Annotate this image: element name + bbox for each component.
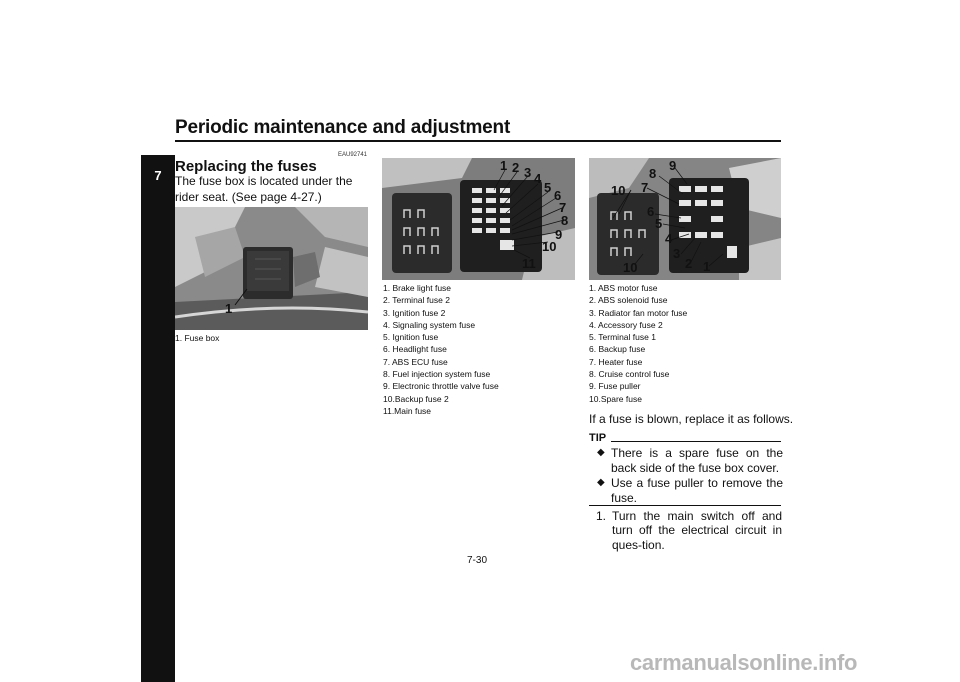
caption-line: 2. Terminal fuse 2 <box>383 295 450 306</box>
chapter-number: 7 <box>154 168 162 183</box>
fig2-callout: 6 <box>554 188 562 203</box>
fuse-box-photo-1 <box>382 158 575 280</box>
caption-line: 8. Fuel injection system fuse <box>383 369 491 380</box>
fig3-callout: 10 <box>623 260 638 275</box>
tip-list <box>597 446 783 506</box>
caption-line: 5. Terminal fuse 1 <box>589 332 656 343</box>
step-text: Turn the main switch off and turn off the electrical circuit in ques-tion. <box>612 509 782 552</box>
fig3-callout: 1 <box>703 259 711 274</box>
section-code: EAU92741 <box>338 152 368 158</box>
fig3-callout: 5 <box>655 216 663 231</box>
watermark: carmanualsonline.info <box>630 650 858 675</box>
fig1-callout: 1 <box>225 301 233 316</box>
fig3-callout: 4 <box>665 231 673 246</box>
blown-fuse-text: If a fuse is blown, replace it as follows. <box>589 412 794 426</box>
tip-item <box>597 476 783 505</box>
caption-line: 3. Radiator fan motor fuse <box>589 307 688 318</box>
caption-line: 8. Cruise control fuse <box>589 369 670 380</box>
intro-text: The fuse box is located under the rider seat. (See page 4-27.) <box>175 174 353 204</box>
caption-line: 3. Ignition fuse 2 <box>383 307 446 318</box>
tip-end-rule <box>589 505 781 506</box>
caption-line: 6. Backup fuse <box>589 344 646 355</box>
fig3-caption <box>589 282 687 405</box>
bullet-icon: ◆ <box>597 447 605 458</box>
page-number: 7-30 <box>467 555 488 566</box>
fig3-callout: 7 <box>641 180 649 195</box>
caption-line: 1. Brake light fuse <box>383 283 452 293</box>
fig3-callout: 2 <box>685 256 693 271</box>
caption-line: 4. Accessory fuse 2 <box>589 319 663 330</box>
fig2-callout: 2 <box>512 160 520 175</box>
caption-line: 9. Electronic throttle valve fuse <box>383 381 499 392</box>
caption-line: 6. Headlight fuse <box>383 344 447 355</box>
tip-text: Use a fuse puller to remove the fuse. <box>611 476 783 505</box>
fig2-callout: 4 <box>534 171 542 186</box>
fig3-callout: 8 <box>649 166 657 181</box>
chapter-tab <box>141 155 175 682</box>
fig2-callout: 1 <box>500 158 508 173</box>
tip-rule <box>611 441 781 442</box>
fig2-callout: 5 <box>544 180 552 195</box>
caption-line: 2. ABS solenoid fuse <box>589 295 668 306</box>
caption-line: 7. ABS ECU fuse <box>383 356 448 367</box>
caption-line: 9. Fuse puller <box>589 381 641 392</box>
page-header-title: Periodic maintenance and adjustment <box>175 117 511 138</box>
caption-line: 7. Heater fuse <box>589 356 643 367</box>
tip-text: There is a spare fuse on the back side of the fuse box cover. <box>611 446 783 475</box>
step-1 <box>596 509 782 552</box>
fig2-callout: 11 <box>522 256 536 271</box>
tip-item <box>597 446 783 475</box>
fig2-callout: 3 <box>524 165 532 180</box>
fig2-callout: 10 <box>542 239 557 254</box>
fig3-callout: 3 <box>673 246 681 261</box>
fig2-caption <box>383 282 499 417</box>
caption-line: 4. Signaling system fuse <box>383 319 476 330</box>
caption-line: 1. ABS motor fuse <box>589 283 658 293</box>
caption-line: 11.Main fuse <box>383 405 432 416</box>
fuse-box-photo <box>175 207 368 330</box>
bullet-icon: ◆ <box>597 477 605 489</box>
section-title: Replacing the fuses <box>175 158 317 175</box>
step-number: 1. <box>596 509 607 523</box>
fig2-callout: 8 <box>561 213 569 228</box>
fig1-caption <box>175 332 219 344</box>
fig3-callout: 6 <box>647 204 655 219</box>
fig3-callout: 10 <box>611 183 626 198</box>
caption-line: 10.Spare fuse <box>589 393 642 404</box>
header-rule <box>175 140 781 142</box>
fig2-callout: 7 <box>559 200 567 215</box>
fig2-callout: 9 <box>555 227 563 242</box>
tip-label: TIP <box>589 432 607 444</box>
caption-line: 5. Ignition fuse <box>383 332 439 343</box>
fuse-box-photo-2 <box>589 158 781 280</box>
caption-line: 10.Backup fuse 2 <box>383 393 449 404</box>
fig3-callout: 9 <box>669 158 677 173</box>
caption-line: 1. Fuse box <box>175 333 220 343</box>
